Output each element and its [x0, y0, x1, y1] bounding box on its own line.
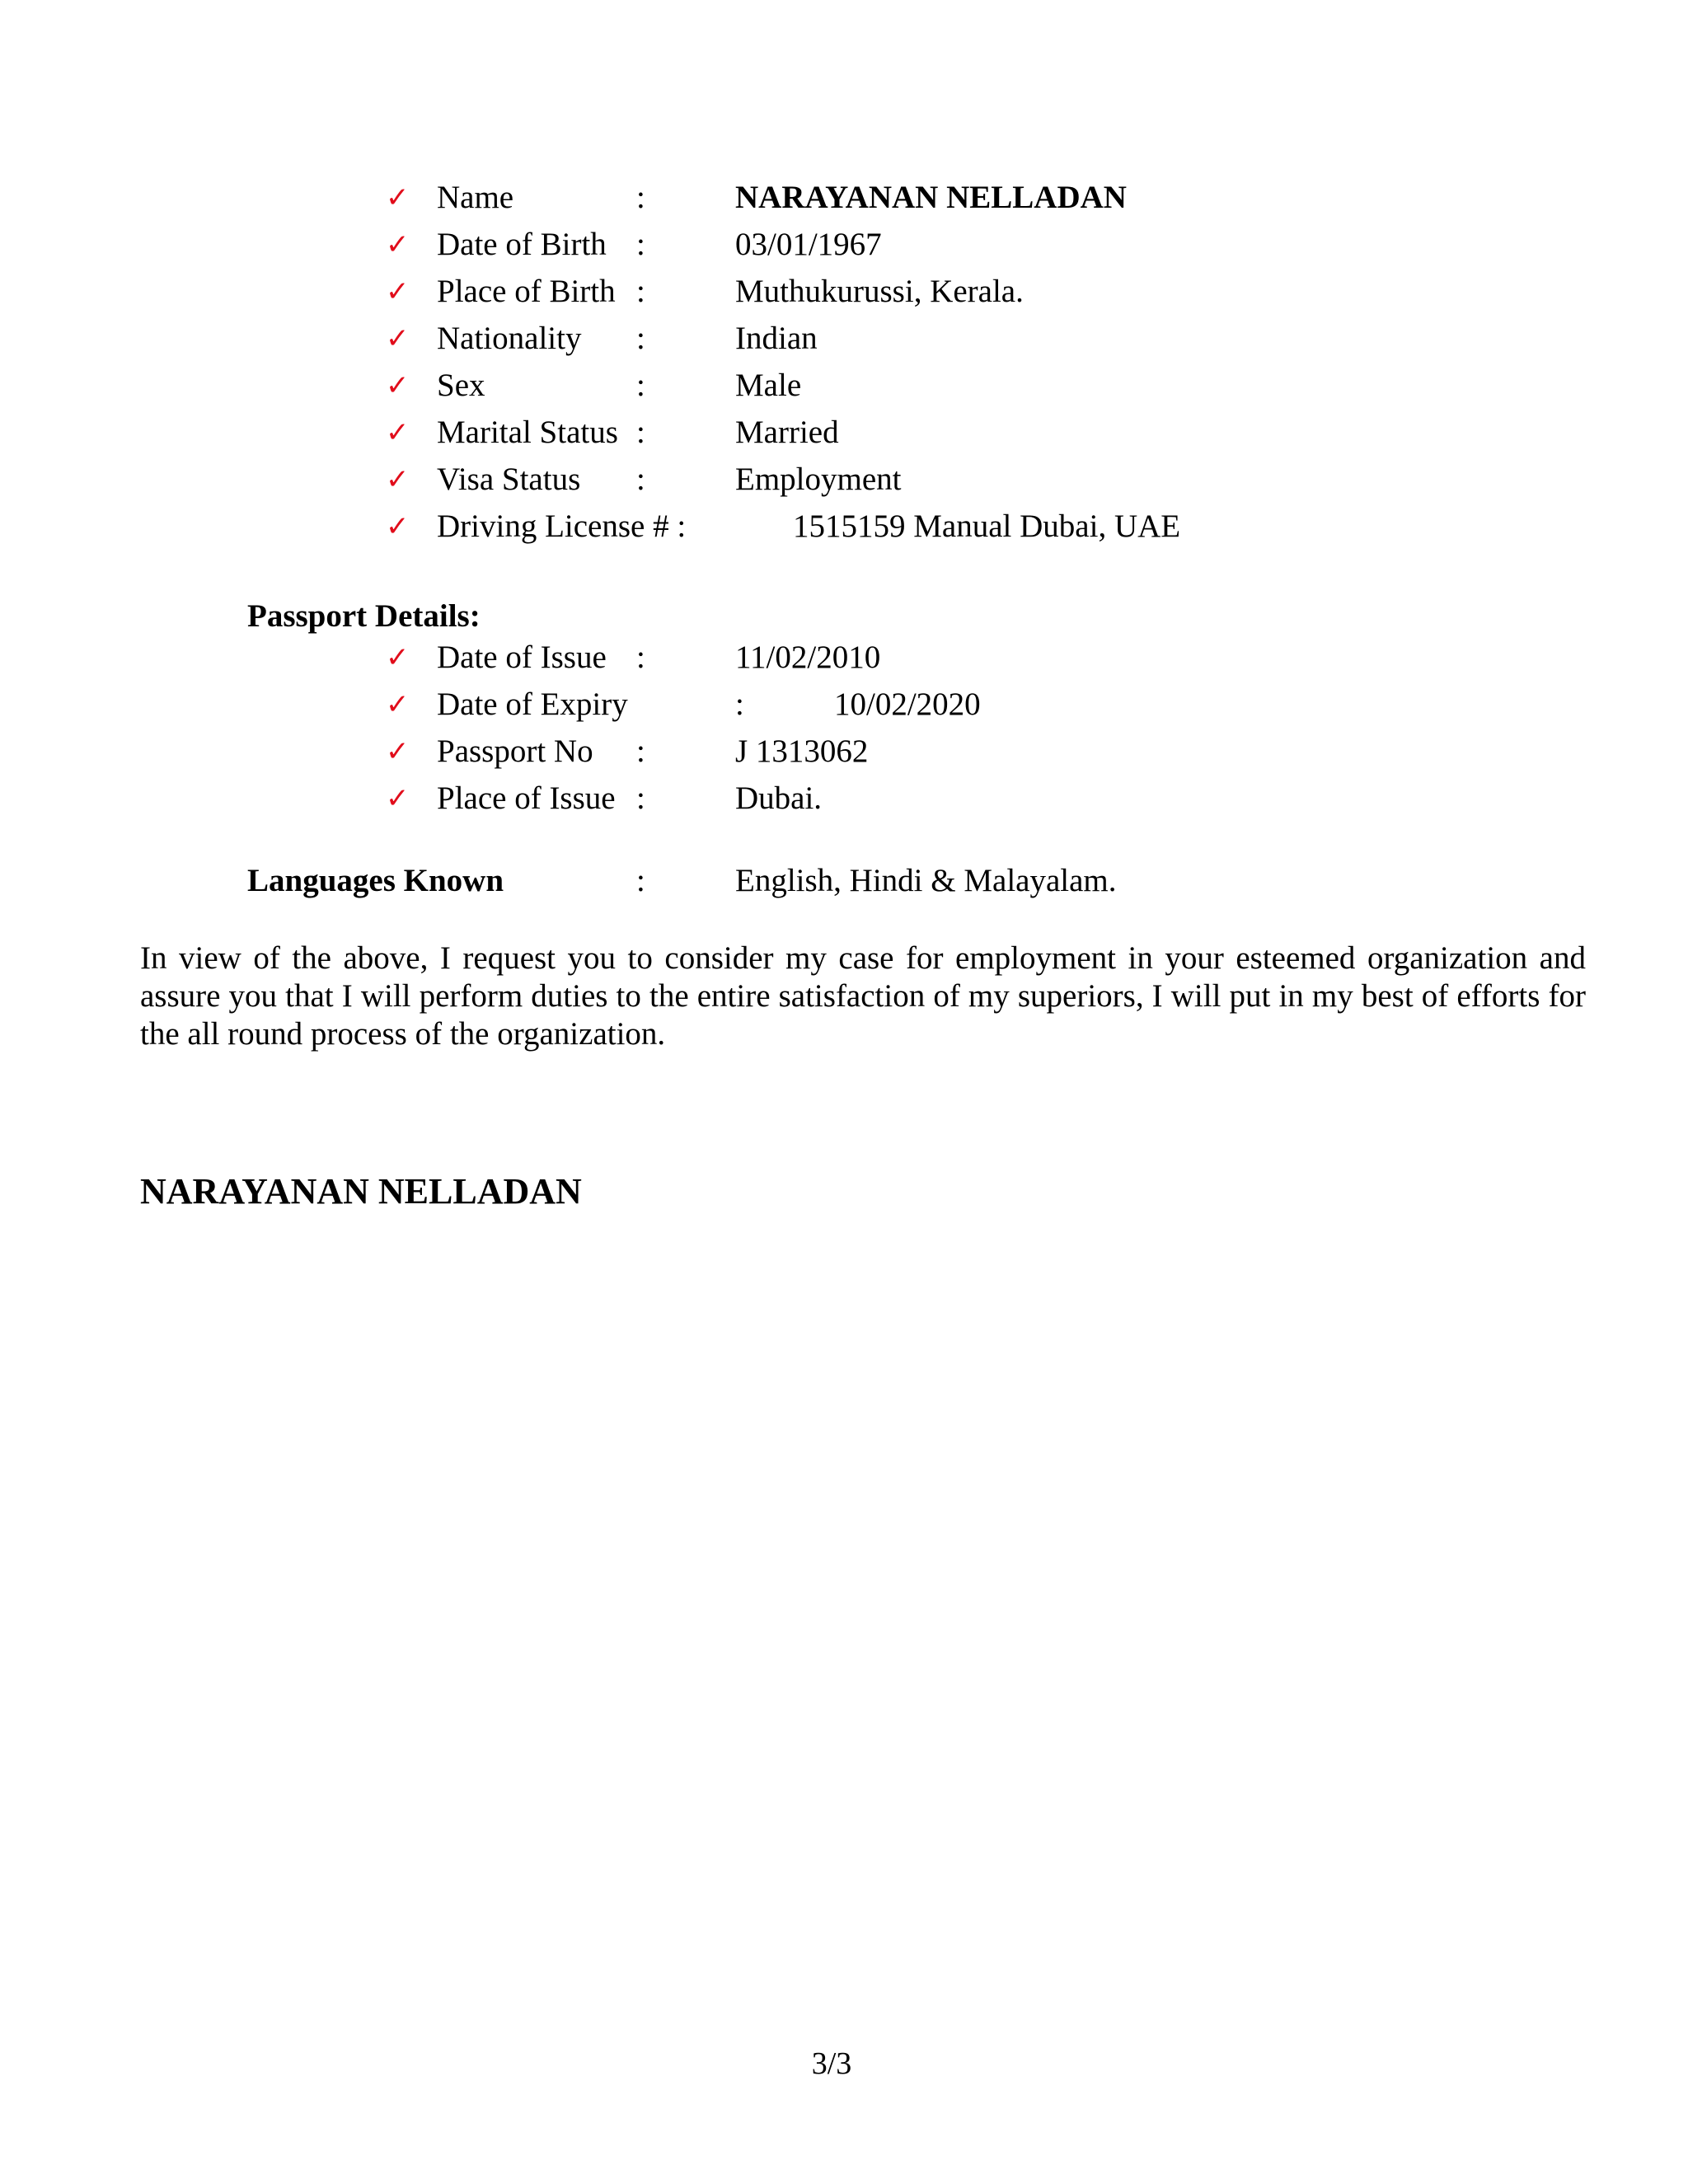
checkmark-icon: ✓ [386, 641, 410, 674]
detail-value: Muthukurussi, Kerala. [735, 274, 1024, 309]
closing-paragraph: In view of the above, I request you to consider my case for employment in your esteemed organization and assure you that I will perform duties to the entire satisfaction of my superiors, I will put in my best of efforts for the all round process of the organization. [140, 940, 1586, 1052]
checkmark-icon: ✓ [386, 782, 410, 815]
detail-value: Dubai. [735, 780, 823, 816]
checkmark-icon: ✓ [386, 181, 410, 214]
checkmark-icon: ✓ [386, 510, 410, 543]
detail-value: 11/02/2010 [735, 640, 881, 675]
detail-label: Marital Status [437, 415, 618, 450]
detail-label: Date of Expiry [437, 687, 628, 722]
detail-label: Date of Issue [437, 640, 607, 675]
languages-row [0, 860, 1688, 902]
checkmark-icon: ✓ [386, 369, 410, 402]
detail-value: Indian [735, 321, 818, 356]
detail-label: Sex [437, 368, 485, 403]
page-number: 3/3 [811, 2046, 852, 2081]
detail-label: Nationality [437, 321, 582, 356]
detail-value: Employment [735, 462, 902, 497]
detail-colon: : [636, 274, 645, 309]
detail-label: Date of Birth [437, 227, 607, 262]
detail-value-name: NARAYANAN NELLADAN [735, 180, 1127, 215]
checkmark-icon: ✓ [386, 688, 410, 721]
detail-value: J 1313062 [735, 733, 869, 769]
detail-label: Driving License # : [437, 509, 687, 544]
detail-colon: : [636, 640, 645, 675]
detail-value: 1515159 Manual Dubai, UAE [793, 509, 1181, 544]
detail-colon: : [636, 227, 645, 262]
detail-value: Married [735, 415, 839, 450]
detail-label: Name [437, 180, 514, 215]
languages-label: Languages Known [247, 863, 504, 898]
checkmark-icon: ✓ [386, 322, 410, 355]
languages-colon: : [636, 863, 645, 898]
detail-label: Passport No [437, 733, 593, 769]
detail-value: 10/02/2020 [834, 687, 981, 722]
detail-label: Place of Issue [437, 780, 616, 816]
detail-colon: : [636, 180, 645, 215]
detail-colon: : [636, 462, 645, 497]
detail-colon: : [636, 733, 645, 769]
detail-colon: : [636, 321, 645, 356]
languages-value: English, Hindi & Malayalam. [735, 863, 1117, 898]
detail-value: Male [735, 368, 802, 403]
detail-value: 03/01/1967 [735, 227, 882, 262]
detail-label: Place of Birth [437, 274, 616, 309]
detail-colon: : [636, 368, 645, 403]
detail-label: Visa Status [437, 462, 581, 497]
signature-name: NARAYANAN NELLADAN [140, 1171, 582, 1212]
detail-colon: : [636, 780, 645, 816]
checkmark-icon: ✓ [386, 463, 410, 496]
detail-colon: : [636, 415, 645, 450]
detail-colon: : [735, 687, 744, 722]
checkmark-icon: ✓ [386, 228, 410, 261]
checkmark-icon: ✓ [386, 275, 410, 308]
checkmark-icon: ✓ [386, 416, 410, 449]
passport-details-heading: Passport Details: [247, 598, 481, 634]
checkmark-icon: ✓ [386, 735, 410, 768]
